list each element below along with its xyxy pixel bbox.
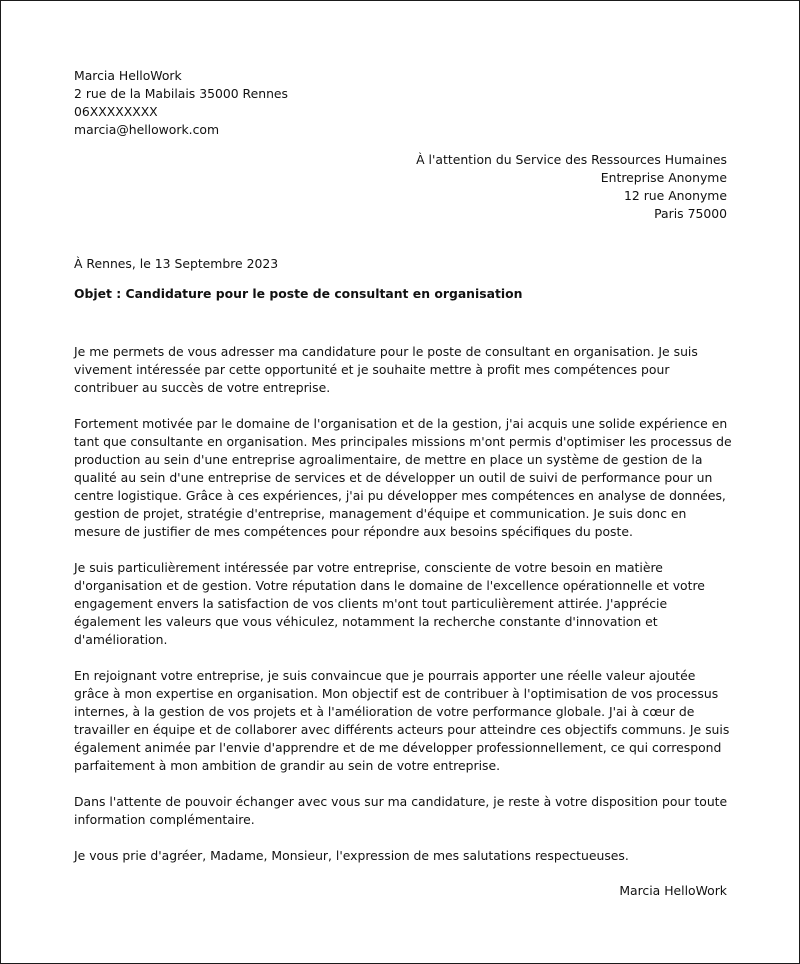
recipient-city: Paris 75000 xyxy=(654,206,727,221)
recipient-attention: À l'attention du Service des Ressources Humaines xyxy=(416,152,727,167)
closing-paragraph: Je vous prie d'agréer, Madame, Monsieur, l'expression de mes salutations respectueuses. xyxy=(74,848,629,863)
body-paragraph: En rejoignant votre entreprise, je suis convaincue que je pourrais apporter une réelle valeur ajoutée grâce à mon expertise en organisation. Mon objectif est de contribuer à l'optimisation de vos processus internes, à la gestion de vos projets et à l'amélioration de votre performance globale. J'ai à cœur de travailler en équipe et de collaborer avec différents acteurs pour atteindre ces objectifs communs. Je suis également animée par l'envie d'apprendre et de me développer professionnellement, ce qui correspond parfaitement à mon ambition de grandir au sein de votre entreprise. xyxy=(74,668,730,773)
sender-block xyxy=(74,67,474,139)
place-date: À Rennes, le 13 Septembre 2023 xyxy=(74,256,279,271)
body-paragraph: Je suis particulièrement intéressée par votre entreprise, consciente de votre besoin en matière d'organisation et de gestion. Votre réputation dans le domaine de l'excellence opérationnelle et votre engagement envers la satisfaction de vos clients m'ont tout particulièrement attirée. J'apprécie également les valeurs que vous véhiculez, notamment la recherche constante d'innovation et d'amélioration. xyxy=(74,560,705,647)
sender-name: Marcia HelloWork xyxy=(74,68,182,83)
body-paragraph: Fortement motivée par le domaine de l'organisation et de la gestion, j'ai acquis une solide expérience en tant que consultante en organisation. Mes principales missions m'ont permis d'optimiser les processus de production au sein d'une entreprise agroalimentaire, de mettre en place un système de gestion de la qualité au sein d'une entreprise de services et de développer un outil de suivi de performance pour un centre logistique. Grâce à ces expériences, j'ai pu développer mes compétences en analyse de données, gestion de projet, stratégie d'entreprise, management d'équipe et communication. Je suis donc en mesure de justifier de mes compétences pour répondre aux besoins spécifiques du poste. xyxy=(74,416,732,539)
recipient-street: 12 rue Anonyme xyxy=(623,188,727,203)
letter-body xyxy=(74,343,734,865)
body-paragraph: Dans l'attente de pouvoir échanger avec vous sur ma candidature, je reste à votre disposition pour toute information complémentaire. xyxy=(74,794,728,827)
sender-phone: 06XXXXXXXX xyxy=(74,104,158,119)
recipient-company: Entreprise Anonyme xyxy=(600,170,727,185)
letter-subject: Objet : Candidature pour le poste de consultant en organisation xyxy=(74,286,523,301)
recipient-block xyxy=(307,151,727,223)
sender-email: marcia@hellowork.com xyxy=(74,122,220,137)
body-paragraph: Je me permets de vous adresser ma candidature pour le poste de consultant en organisation. Je suis vivement intéressée par cette opportunité et je souhaite mettre à profit mes compétences pour contribuer au succès de votre entreprise. xyxy=(74,344,698,395)
signature: Marcia HelloWork xyxy=(619,883,727,898)
sender-address: 2 rue de la Mabilais 35000 Rennes xyxy=(74,86,289,101)
